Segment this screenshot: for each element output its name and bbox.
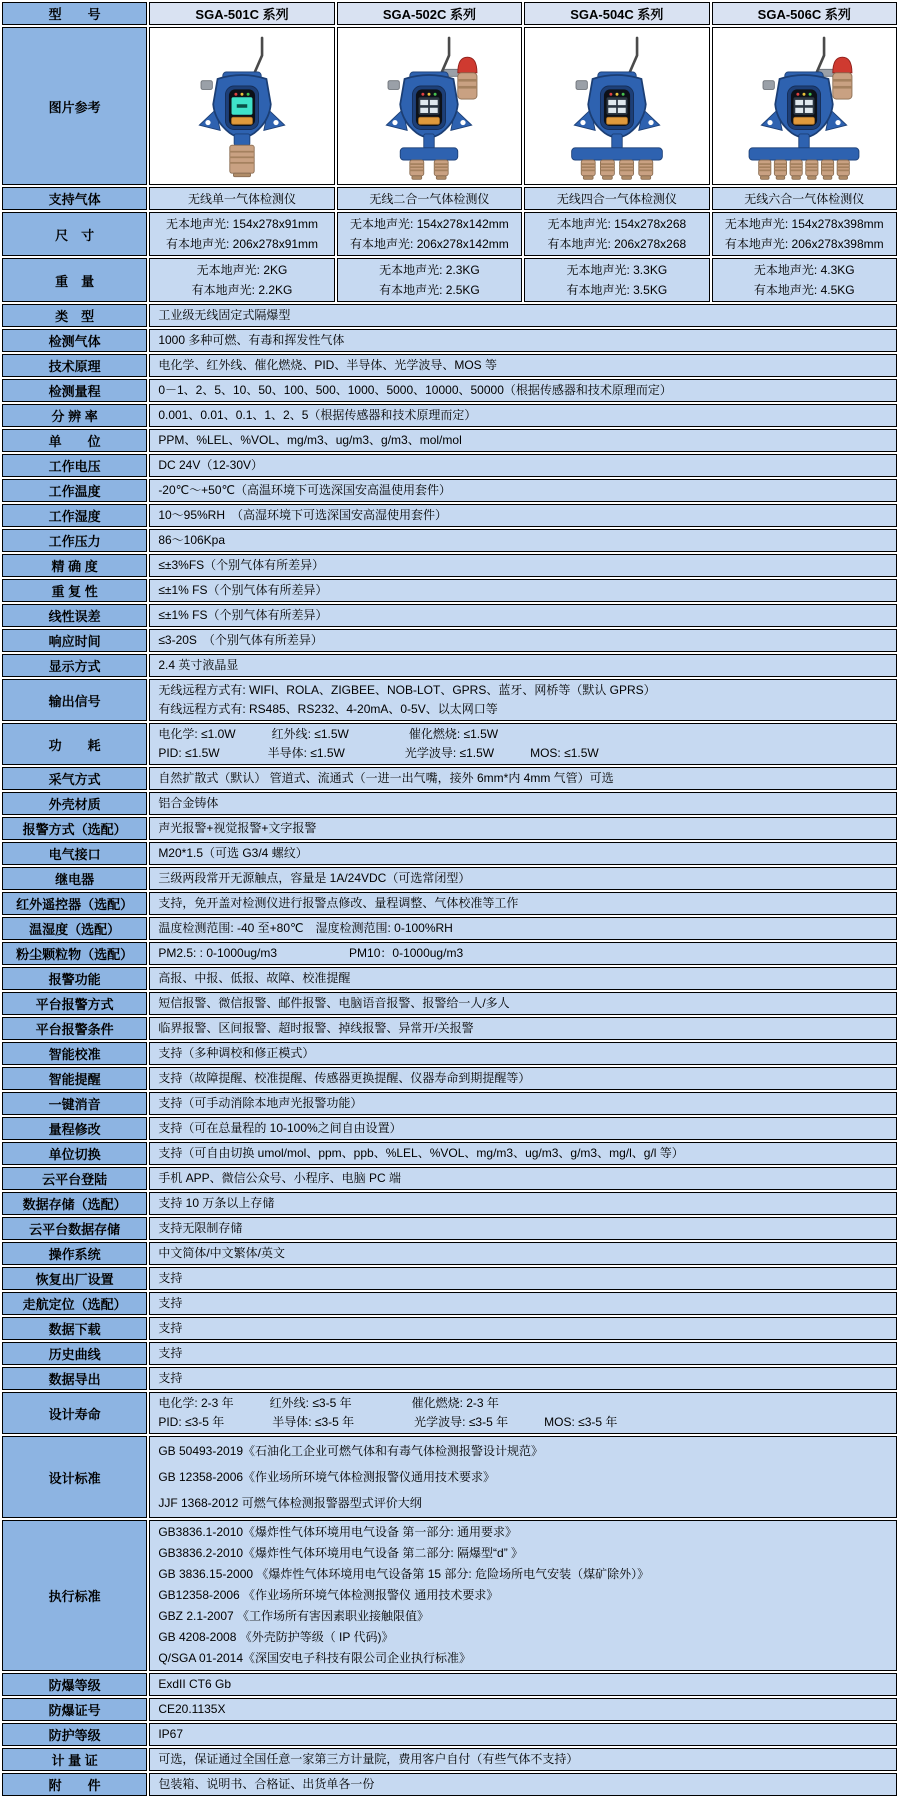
spec-row-value bbox=[149, 604, 897, 627]
spec-row-value bbox=[149, 329, 897, 352]
spec-row bbox=[2, 404, 897, 427]
size-row bbox=[2, 212, 897, 256]
spec-row-value bbox=[149, 1292, 897, 1315]
spec-row bbox=[2, 1773, 897, 1796]
spec-row-label: 报警功能 bbox=[2, 967, 147, 990]
spec-row-label: 量程修改 bbox=[2, 1117, 147, 1140]
size-line: 无本地声光: 154x278x268 bbox=[547, 217, 687, 231]
spec-row-label: 工作压力 bbox=[2, 529, 147, 552]
size-line: 无本地声光: 154x278x142mm bbox=[350, 217, 509, 231]
image-row bbox=[2, 27, 897, 185]
spec-row bbox=[2, 554, 897, 577]
spec-row bbox=[2, 842, 897, 865]
spec-row bbox=[2, 1092, 897, 1115]
weight-line: 有本地声光: 2.2KG bbox=[191, 283, 293, 297]
spec-value-line: Q/SGA 01-2014《深国安电子科技有限公司企业执行标准》 bbox=[158, 1651, 472, 1665]
wireless-2in1-gas-detector-icon bbox=[349, 31, 509, 181]
spec-row-value bbox=[149, 379, 897, 402]
weight-line: 无本地声光: 2KG bbox=[196, 263, 288, 277]
spec-row bbox=[2, 942, 897, 965]
spec-row bbox=[2, 1342, 897, 1365]
spec-row-value bbox=[149, 792, 897, 815]
supported-gas-value: 无线四合一气体检测仪 bbox=[524, 187, 709, 210]
spec-row-label: 外壳材质 bbox=[2, 792, 147, 815]
spec-value-line: 自然扩散式（默认） 管道式、流通式（一进一出气嘴，接外 6mm*内 4mm 气管）可选 bbox=[158, 771, 614, 785]
spec-value-line: 0.001、0.01、0.1、1、2、5（根据传感器和技术原理而定） bbox=[158, 408, 477, 422]
spec-row-value bbox=[149, 1042, 897, 1065]
spec-row-value bbox=[149, 529, 897, 552]
spec-row-value bbox=[149, 554, 897, 577]
size-value bbox=[712, 212, 897, 256]
spec-value-line: 电化学、红外线、催化燃烧、PID、半导体、光学波导、MOS 等 bbox=[158, 358, 497, 372]
spec-row-label: 历史曲线 bbox=[2, 1342, 147, 1365]
spec-row bbox=[2, 604, 897, 627]
spec-row bbox=[2, 429, 897, 452]
spec-row-label: 平台报警方式 bbox=[2, 992, 147, 1015]
spec-value-line: 支持，免开盖对检测仪进行报警点修改、量程调整、气体校准等工作 bbox=[158, 896, 519, 910]
spec-row-label: 智能提醒 bbox=[2, 1067, 147, 1090]
spec-value-line: GB 3836.15-2000 《爆炸性气体环境用电气设备第 15 部分: 危险场所电气安装（煤矿除外）》 bbox=[158, 1567, 650, 1581]
spec-row bbox=[2, 1117, 897, 1140]
spec-value-line: 支持 bbox=[158, 1346, 183, 1360]
spec-value-line: 电化学: ≤1.0W 红外线: ≤1.5W 催化燃烧: ≤1.5W bbox=[158, 727, 499, 741]
spec-row bbox=[2, 329, 897, 352]
spec-row bbox=[2, 379, 897, 402]
spec-row bbox=[2, 1267, 897, 1290]
spec-row-label: 数据下载 bbox=[2, 1317, 147, 1340]
spec-row-label: 数据存储（选配） bbox=[2, 1192, 147, 1215]
spec-row bbox=[2, 723, 897, 765]
model-row-label: 型 号 bbox=[2, 2, 147, 25]
model-name-sga-504c: SGA-504C 系列 bbox=[524, 2, 709, 25]
spec-row bbox=[2, 1067, 897, 1090]
spec-row bbox=[2, 1317, 897, 1340]
size-value bbox=[337, 212, 522, 256]
spec-value-line: -20℃～+50℃（高温环境下可选深国安高温使用套件） bbox=[158, 483, 451, 497]
spec-row-value bbox=[149, 654, 897, 677]
spec-row-value bbox=[149, 842, 897, 865]
spec-row-value bbox=[149, 1342, 897, 1365]
spec-row bbox=[2, 1042, 897, 1065]
spec-value-line: 手机 APP、微信公众号、小程序、电脑 PC 端 bbox=[158, 1171, 401, 1185]
model-name-sga-506c: SGA-506C 系列 bbox=[712, 2, 897, 25]
spec-row bbox=[2, 1217, 897, 1240]
spec-row-value bbox=[149, 917, 897, 940]
spec-row bbox=[2, 817, 897, 840]
spec-row-label: 设计寿命 bbox=[2, 1392, 147, 1434]
spec-row-value bbox=[149, 992, 897, 1015]
spec-row-value bbox=[149, 1436, 897, 1518]
weight-value bbox=[524, 258, 709, 302]
spec-row bbox=[2, 354, 897, 377]
spec-row-value bbox=[149, 767, 897, 790]
spec-row-label: 工作湿度 bbox=[2, 504, 147, 527]
spec-row-value bbox=[149, 1142, 897, 1165]
spec-row-value bbox=[149, 1723, 897, 1746]
spec-row bbox=[2, 1292, 897, 1315]
spec-row-value bbox=[149, 1217, 897, 1240]
spec-row-value bbox=[149, 679, 897, 721]
spec-row bbox=[2, 1748, 897, 1771]
spec-value-line: GB3836.1-2010《爆炸性气体环境用电气设备 第一部分: 通用要求》 bbox=[158, 1525, 518, 1539]
weight-line: 有本地声光: 3.5KG bbox=[566, 283, 668, 297]
spec-row-label: 平台报警条件 bbox=[2, 1017, 147, 1040]
spec-row-value bbox=[149, 1748, 897, 1771]
spec-value-line: ExdII CT6 Gb bbox=[158, 1677, 232, 1691]
spec-row-label: 防护等级 bbox=[2, 1723, 147, 1746]
spec-value-line: 支持（故障提醒、校准提醒、传感器更换提醒、仪器寿命到期提醒等） bbox=[158, 1071, 531, 1085]
spec-row-label: 附 件 bbox=[2, 1773, 147, 1796]
spec-value-line: 工业级无线固定式隔爆型 bbox=[158, 308, 291, 322]
spec-value-line: IP67 bbox=[158, 1727, 183, 1741]
spec-row-label: 显示方式 bbox=[2, 654, 147, 677]
spec-row bbox=[2, 1673, 897, 1696]
spec-row-label: 电气接口 bbox=[2, 842, 147, 865]
spec-row bbox=[2, 867, 897, 890]
size-value bbox=[149, 212, 334, 256]
spec-row-label: 防爆证号 bbox=[2, 1698, 147, 1721]
spec-row-value bbox=[149, 1017, 897, 1040]
spec-row bbox=[2, 892, 897, 915]
spec-value-line: 短信报警、微信报警、邮件报警、电脑语音报警、报警给一人/多人 bbox=[158, 996, 510, 1010]
spec-row-value bbox=[149, 579, 897, 602]
spec-value-line: DC 24V（12-30V） bbox=[158, 458, 264, 472]
supported-gas-value: 无线六合一气体检测仪 bbox=[712, 187, 897, 210]
supported-gas-value: 无线二合一气体检测仪 bbox=[337, 187, 522, 210]
spec-value-line: 中文简体/中文繁体/英文 bbox=[158, 1246, 285, 1260]
spec-row-label: 精 确 度 bbox=[2, 554, 147, 577]
spec-value-line: PPM、%LEL、%VOL、mg/m3、ug/m3、g/m3、mol/mol bbox=[158, 433, 462, 447]
spec-value-line: 包装箱、说明书、合格证、出货单各一份 bbox=[158, 1777, 375, 1791]
spec-value-line: 支持 bbox=[158, 1296, 183, 1310]
spec-value-line: 支持 bbox=[158, 1321, 183, 1335]
spec-value-line: ≤±1% FS（个别气体有所差异） bbox=[158, 583, 328, 597]
spec-row-value bbox=[149, 1167, 897, 1190]
spec-value-line: CE20.1135X bbox=[158, 1702, 226, 1716]
spec-value-line: 温度检测范围: -40 至+80℃ 湿度检测范围: 0-100%RH bbox=[158, 921, 453, 935]
spec-value-line: 支持（可手动消除本地声光报警功能） bbox=[158, 1096, 363, 1110]
spec-row-label: 分 辨 率 bbox=[2, 404, 147, 427]
spec-row bbox=[2, 1436, 897, 1518]
size-line: 无本地声光: 154x278x91mm bbox=[165, 217, 319, 231]
spec-row-label: 输出信号 bbox=[2, 679, 147, 721]
spec-row-value bbox=[149, 723, 897, 765]
spec-row-label: 计 量 证 bbox=[2, 1748, 147, 1771]
model-name-sga-501c: SGA-501C 系列 bbox=[149, 2, 334, 25]
spec-row-value bbox=[149, 817, 897, 840]
spec-value-line: 支持无限制存储 bbox=[158, 1221, 243, 1235]
spec-value-line: 支持（可自由切换 umol/mol、ppm、ppb、%LEL、%VOL、mg/m3、ug/m3、g/m3、mg/l、g/l 等） bbox=[158, 1146, 684, 1160]
device-image-sga-501c bbox=[149, 27, 334, 185]
spec-value-line: GB12358-2006 《作业场所环境气体检测报警仪 通用技术要求》 bbox=[158, 1588, 499, 1602]
weight-value bbox=[337, 258, 522, 302]
wireless-4in1-gas-detector-icon bbox=[537, 31, 697, 181]
spec-row-value bbox=[149, 1367, 897, 1390]
size-value bbox=[524, 212, 709, 256]
spec-row-label: 单位切换 bbox=[2, 1142, 147, 1165]
spec-row bbox=[2, 529, 897, 552]
spec-row-label: 功 耗 bbox=[2, 723, 147, 765]
spec-row-value bbox=[149, 967, 897, 990]
spec-row bbox=[2, 767, 897, 790]
spec-row bbox=[2, 1392, 897, 1434]
spec-row-value bbox=[149, 1773, 897, 1796]
spec-row-label: 采气方式 bbox=[2, 767, 147, 790]
spec-value-line: 支持 10 万条以上存储 bbox=[158, 1196, 275, 1210]
spec-value-line: 支持（可在总量程的 10-100%之间自由设置） bbox=[158, 1121, 402, 1135]
spec-row bbox=[2, 454, 897, 477]
weight-line: 有本地声光: 2.5KG bbox=[379, 283, 480, 297]
size-line: 无本地声光: 154x278x398mm bbox=[724, 217, 884, 231]
spec-row-value bbox=[149, 454, 897, 477]
spec-row bbox=[2, 654, 897, 677]
spec-row-label: 响应时间 bbox=[2, 629, 147, 652]
spec-row bbox=[2, 304, 897, 327]
spec-row-label: 继电器 bbox=[2, 867, 147, 890]
spec-value-line: 电化学: 2-3 年 红外线: ≤3-5 年 催化燃烧: 2-3 年 bbox=[158, 1396, 499, 1410]
spec-row-label: 云平台数据存储 bbox=[2, 1217, 147, 1240]
spec-row-value bbox=[149, 1067, 897, 1090]
spec-value-line: M20*1.5（可选 G3/4 螺纹） bbox=[158, 846, 308, 860]
spec-row-value bbox=[149, 1242, 897, 1265]
spec-row-value bbox=[149, 404, 897, 427]
size-row-label: 尺 寸 bbox=[2, 212, 147, 256]
spec-row-value bbox=[149, 867, 897, 890]
spec-row-value bbox=[149, 892, 897, 915]
spec-row-label: 检测量程 bbox=[2, 379, 147, 402]
spec-value-line: 2.4 英寸液晶显 bbox=[158, 658, 239, 672]
spec-value-line: 10～95%RH （高湿环境下可选深国安高湿使用套件） bbox=[158, 508, 448, 522]
weight-line: 有本地声光: 4.5KG bbox=[753, 283, 855, 297]
spec-row-label: 工作电压 bbox=[2, 454, 147, 477]
spec-row-label: 云平台登陆 bbox=[2, 1167, 147, 1190]
weight-value bbox=[149, 258, 334, 302]
spec-row bbox=[2, 1167, 897, 1190]
spec-row bbox=[2, 1520, 897, 1671]
spec-row bbox=[2, 479, 897, 502]
spec-value-line: 有线远程方式有: RS485、RS232、4-20mA、0-5V、以太网口等 bbox=[158, 702, 498, 716]
size-line: 有本地声光: 206x278x91mm bbox=[165, 237, 319, 251]
device-image-sga-504c bbox=[524, 27, 709, 185]
spec-row-label: 设计标准 bbox=[2, 1436, 147, 1518]
spec-row-value bbox=[149, 479, 897, 502]
spec-value-line: 支持（多种调校和修正模式） bbox=[158, 1046, 315, 1060]
spec-value-line: 高报、中报、低报、故障、校准提醒 bbox=[158, 971, 351, 985]
supported-gas-row bbox=[2, 187, 897, 210]
spec-row-value bbox=[149, 504, 897, 527]
weight-line: 无本地声光: 4.3KG bbox=[753, 263, 855, 277]
weight-value bbox=[712, 258, 897, 302]
wireless-single-gas-detector-icon bbox=[162, 31, 322, 181]
spec-value-line: GB 4208-2008 《外壳防护等级（ IP 代码)》 bbox=[158, 1630, 394, 1644]
spec-value-line: GB 50493-2019《石油化工企业可燃气体和有毒气体检测报警设计规范》 bbox=[158, 1444, 544, 1458]
spec-row-label: 走航定位（选配） bbox=[2, 1292, 147, 1315]
spec-row-label: 报警方式（选配） bbox=[2, 817, 147, 840]
weight-row bbox=[2, 258, 897, 302]
spec-value-line: GBZ 2.1-2007 《工作场所有害因素职业接触限值》 bbox=[158, 1609, 430, 1623]
spec-row-value bbox=[149, 304, 897, 327]
spec-row-value bbox=[149, 1698, 897, 1721]
spec-row bbox=[2, 1723, 897, 1746]
supported-gas-value: 无线单一气体检测仪 bbox=[149, 187, 334, 210]
spec-value-line: 可选，保证通过全国任意一家第三方计量院，费用客户自付（有些气体不支持） bbox=[158, 1752, 579, 1766]
spec-value-line: 三级两段常开无源触点，容量是 1A/24VDC（可选常闭型） bbox=[158, 871, 471, 885]
spec-row-value bbox=[149, 1267, 897, 1290]
spec-row-label: 执行标准 bbox=[2, 1520, 147, 1671]
spec-value-line: 铝合金铸体 bbox=[158, 796, 219, 810]
spec-row-label: 类 型 bbox=[2, 304, 147, 327]
spec-row-value bbox=[149, 1092, 897, 1115]
spec-row-label: 检测气体 bbox=[2, 329, 147, 352]
spec-row bbox=[2, 679, 897, 721]
spec-row-value bbox=[149, 354, 897, 377]
spec-row bbox=[2, 1192, 897, 1215]
spec-row-value bbox=[149, 942, 897, 965]
spec-row-value bbox=[149, 1317, 897, 1340]
spec-row-value bbox=[149, 1392, 897, 1434]
spec-row bbox=[2, 792, 897, 815]
spec-row-label: 工作温度 bbox=[2, 479, 147, 502]
spec-row bbox=[2, 504, 897, 527]
spec-row bbox=[2, 579, 897, 602]
size-line: 有本地声光: 206x278x398mm bbox=[724, 237, 884, 251]
spec-row-value bbox=[149, 629, 897, 652]
spec-row-value bbox=[149, 1192, 897, 1215]
spec-row-label: 温湿度（选配） bbox=[2, 917, 147, 940]
spec-value-line: 0－1、2、5、10、50、100、500、1000、5000、10000、50000（根据传感器和技术原理而定） bbox=[158, 383, 672, 397]
spec-row bbox=[2, 1698, 897, 1721]
spec-value-line: GB 12358-2006《作业场所环境气体检测报警仪通用技术要求》 bbox=[158, 1470, 496, 1484]
spec-row bbox=[2, 1142, 897, 1165]
spec-value-line: JJF 1368-2012 可燃气体检测报警器型式评价大纲 bbox=[158, 1496, 422, 1510]
wireless-6in1-gas-detector-icon bbox=[724, 31, 884, 181]
spec-value-line: ≤±3%FS（个别气体有所差异） bbox=[158, 558, 325, 572]
supported-gas-label: 支持气体 bbox=[2, 187, 147, 210]
spec-value-line: PID: ≤1.5W 半导体: ≤1.5W 光学波导: ≤1.5W MOS: ≤1.5W bbox=[158, 746, 599, 760]
spec-row bbox=[2, 967, 897, 990]
spec-value-line: ≤3-20S （个别气体有所差异） bbox=[158, 633, 323, 647]
spec-row-value bbox=[149, 429, 897, 452]
spec-row-label: 恢复出厂设置 bbox=[2, 1267, 147, 1290]
spec-row-label: 红外遥控器（选配） bbox=[2, 892, 147, 915]
device-image-sga-506c bbox=[712, 27, 897, 185]
spec-row-label: 数据导出 bbox=[2, 1367, 147, 1390]
spec-row-value bbox=[149, 1117, 897, 1140]
spec-row bbox=[2, 1367, 897, 1390]
spec-value-line: 1000 多种可燃、有毒和挥发性气体 bbox=[158, 333, 345, 347]
spec-row-label: 粉尘颗粒物（选配） bbox=[2, 942, 147, 965]
spec-value-line: 86～106Kpa bbox=[158, 533, 226, 547]
spec-row-label: 技术原理 bbox=[2, 354, 147, 377]
size-line: 有本地声光: 206x278x268 bbox=[547, 237, 687, 251]
spec-row-label: 操作系统 bbox=[2, 1242, 147, 1265]
weight-line: 无本地声光: 2.3KG bbox=[379, 263, 480, 277]
model-name-sga-502c: SGA-502C 系列 bbox=[337, 2, 522, 25]
spec-row-label: 防爆等级 bbox=[2, 1673, 147, 1696]
spec-value-line: 支持 bbox=[158, 1371, 183, 1385]
spec-row bbox=[2, 629, 897, 652]
model-header-row bbox=[2, 2, 897, 25]
spec-row-label: 一键消音 bbox=[2, 1092, 147, 1115]
spec-row-label: 智能校准 bbox=[2, 1042, 147, 1065]
spec-value-line: PID: ≤3-5 年 半导体: ≤3-5 年 光学波导: ≤3-5 年 MOS: ≤3-5 年 bbox=[158, 1415, 618, 1429]
spec-row bbox=[2, 917, 897, 940]
spec-value-line: 声光报警+视觉报警+文字报警 bbox=[158, 821, 317, 835]
weight-row-label: 重 量 bbox=[2, 258, 147, 302]
spec-value-line: 临界报警、区间报警、超时报警、掉线报警、异常开/关报警 bbox=[158, 1021, 474, 1035]
spec-value-line: 支持 bbox=[158, 1271, 183, 1285]
spec-value-line: ≤±1% FS（个别气体有所差异） bbox=[158, 608, 328, 622]
spec-value-line: PM2.5: : 0-1000ug/m3 PM10：0-1000ug/m3 bbox=[158, 946, 464, 960]
spec-row-value bbox=[149, 1520, 897, 1671]
spec-value-line: 无线远程方式有: WIFI、ROLA、ZIGBEE、NOB-LOT、GPRS、蓝牙、网桥等（默认 GPRS） bbox=[158, 683, 656, 697]
size-line: 有本地声光: 206x278x142mm bbox=[350, 237, 509, 251]
spec-row-label: 重 复 性 bbox=[2, 579, 147, 602]
spec-value-line: GB3836.2-2010《爆炸性气体环境用电气设备 第二部分: 隔爆型“d” 》 bbox=[158, 1546, 524, 1560]
spec-row bbox=[2, 992, 897, 1015]
spec-row-label: 单 位 bbox=[2, 429, 147, 452]
weight-line: 无本地声光: 3.3KG bbox=[566, 263, 668, 277]
spec-row bbox=[2, 1017, 897, 1040]
device-image-sga-502c bbox=[337, 27, 522, 185]
spec-row bbox=[2, 1242, 897, 1265]
spec-row-label: 线性误差 bbox=[2, 604, 147, 627]
image-row-label: 图片参考 bbox=[2, 27, 147, 185]
spec-row-value bbox=[149, 1673, 897, 1696]
